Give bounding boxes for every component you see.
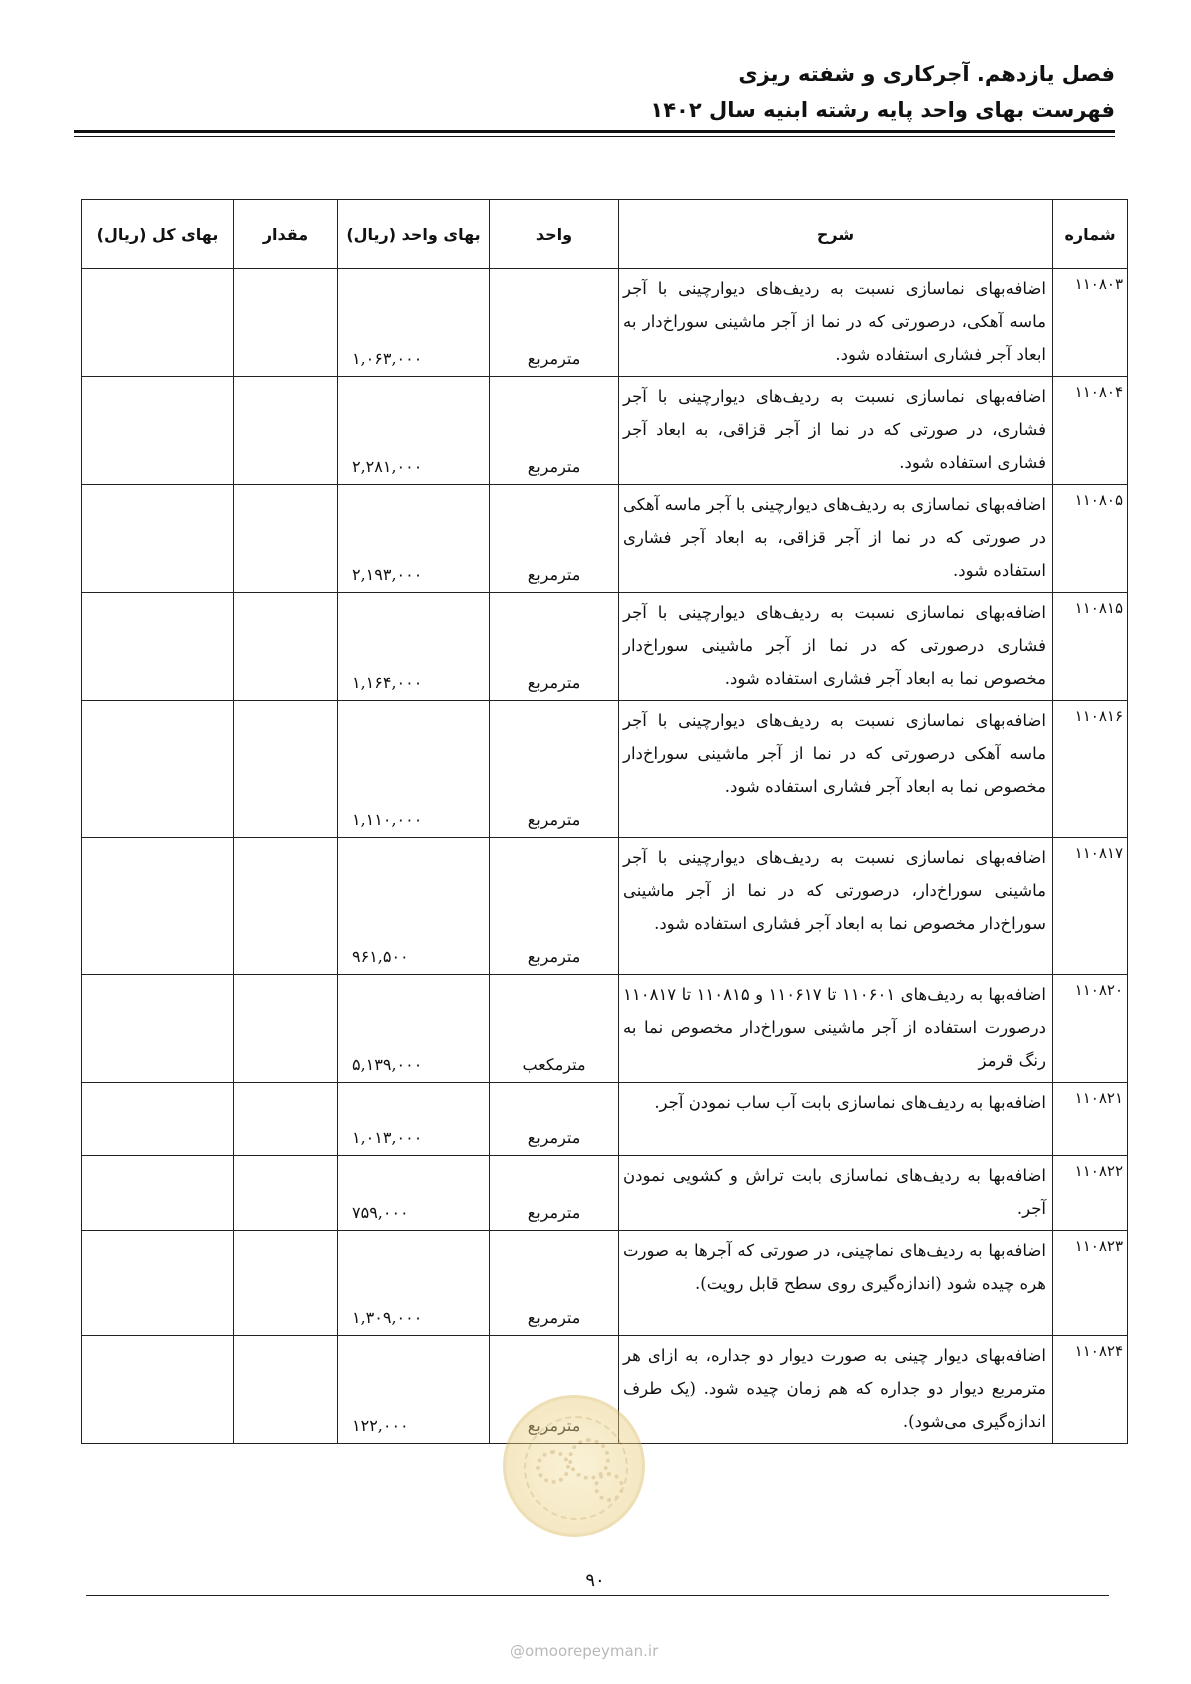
cell-total-price bbox=[82, 1156, 234, 1231]
col-header-description: شرح bbox=[619, 200, 1053, 269]
cell-unit: مترمربع bbox=[490, 1156, 619, 1231]
table-row bbox=[82, 269, 1128, 377]
cell-description: اضافه‌بهای نماسازی نسبت به ردیف‌های دیوارچینی با آجر فشاری، در صورتی که در نما از آجر قزاقی، به ابعاد آجر فشاری استفاده شود. bbox=[619, 377, 1053, 485]
cell-code: ۱۱۰۸۰۵ bbox=[1053, 485, 1128, 593]
cell-unit: مترمربع bbox=[490, 701, 619, 838]
table-row bbox=[82, 838, 1128, 975]
cell-total-price bbox=[82, 975, 234, 1083]
cell-quantity bbox=[234, 975, 338, 1083]
cell-description: اضافه‌بهای نماسازی نسبت به ردیف‌های دیوارچینی با آجر فشاری درصورتی که در نما از آجر ماشینی سوراخ‌دار مخصوص نما به ابعاد آجر فشاری استفاده شود. bbox=[619, 593, 1053, 701]
cell-unit-price: ۱,۱۶۴,۰۰۰ bbox=[338, 593, 490, 701]
cell-unit-price: ۷۵۹,۰۰۰ bbox=[338, 1156, 490, 1231]
cell-code: ۱۱۰۸۰۴ bbox=[1053, 377, 1128, 485]
cell-quantity bbox=[234, 838, 338, 975]
cell-code: ۱۱۰۸۲۴ bbox=[1053, 1336, 1128, 1444]
cell-total-price bbox=[82, 593, 234, 701]
cell-description: اضافه‌بها به ردیف‌های ۱۱۰۶۰۱ تا ۱۱۰۶۱۷ و ۱۱۰۸۱۵ تا ۱۱۰۸۱۷ درصورت استفاده از آجر ماشینی سوراخ‌دار مخصوص نما به رنگ قرمز bbox=[619, 975, 1053, 1083]
table-row bbox=[82, 1083, 1128, 1156]
footer-rule bbox=[86, 1595, 1109, 1596]
cell-unit: مترمربع bbox=[490, 377, 619, 485]
cell-description: اضافه‌بهای نماسازی به ردیف‌های دیوارچینی با آجر ماسه آهکی در صورتی که در نما از آجر قزاقی، به ابعاد آجر فشاری استفاده شود. bbox=[619, 485, 1053, 593]
cell-code: ۱۱۰۸۲۱ bbox=[1053, 1083, 1128, 1156]
cell-unit: مترمربع bbox=[490, 1083, 619, 1156]
cell-quantity bbox=[234, 269, 338, 377]
page-header bbox=[75, 56, 1115, 128]
gear-icon bbox=[594, 1472, 624, 1502]
seal-watermark bbox=[503, 1395, 645, 1537]
table-row bbox=[82, 975, 1128, 1083]
cell-total-price bbox=[82, 1231, 234, 1336]
price-list-title: فهرست بهای واحد پایه رشته ابنیه سال ۱۴۰۲ bbox=[650, 98, 1115, 122]
cell-description: اضافه‌بهای نماسازی نسبت به ردیف‌های دیوارچینی با آجر ماسه آهکی درصورتی که در نما از آجر ماشینی سوراخ‌دار مخصوص نما به ابعاد آجر فشاری استفاده شود. bbox=[619, 701, 1053, 838]
table-body bbox=[82, 269, 1128, 1444]
gear-icon bbox=[536, 1450, 570, 1484]
cell-quantity bbox=[234, 1083, 338, 1156]
col-header-unit: واحد bbox=[490, 200, 619, 269]
cell-quantity bbox=[234, 1336, 338, 1444]
cell-code: ۱۱۰۸۱۵ bbox=[1053, 593, 1128, 701]
cell-description: اضافه‌بهای نماسازی نسبت به ردیف‌های دیوارچینی با آجر ماشینی سوراخ‌دار، درصورتی که در نما از آجر ماشینی سوراخ‌دار مخصوص نما به ابعاد آجر فشاری استفاده شود. bbox=[619, 838, 1053, 975]
cell-unit-price: ۵,۱۳۹,۰۰۰ bbox=[338, 975, 490, 1083]
price-table bbox=[81, 199, 1128, 1444]
cell-code: ۱۱۰۸۰۳ bbox=[1053, 269, 1128, 377]
table-row bbox=[82, 701, 1128, 838]
chapter-title: فصل یازدهم. آجرکاری و شفته ریزی bbox=[738, 62, 1115, 86]
cell-code: ۱۱۰۸۲۲ bbox=[1053, 1156, 1128, 1231]
cell-unit: مترمکعب bbox=[490, 975, 619, 1083]
cell-unit-price: ۹۶۱,۵۰۰ bbox=[338, 838, 490, 975]
cell-unit-price: ۱,۰۱۳,۰۰۰ bbox=[338, 1083, 490, 1156]
table-row bbox=[82, 1231, 1128, 1336]
cell-description: اضافه‌بهای نماسازی نسبت به ردیف‌های دیوارچینی با آجر ماسه آهکی، درصورتی که در نما از آجر ماشینی سوراخ‌دار به ابعاد آجر فشاری استفاده شود. bbox=[619, 269, 1053, 377]
cell-total-price bbox=[82, 1336, 234, 1444]
cell-unit-price: ۲,۲۸۱,۰۰۰ bbox=[338, 377, 490, 485]
table-row bbox=[82, 1156, 1128, 1231]
cell-total-price bbox=[82, 838, 234, 975]
cell-code: ۱۱۰۸۱۷ bbox=[1053, 838, 1128, 975]
cell-unit-price: ۱,۱۱۰,۰۰۰ bbox=[338, 701, 490, 838]
page-number: ۹۰ bbox=[585, 1570, 605, 1591]
cell-unit: مترمربع bbox=[490, 593, 619, 701]
cell-quantity bbox=[234, 1231, 338, 1336]
col-header-quantity: مقدار bbox=[234, 200, 338, 269]
col-header-total-price: بهای کل (ریال) bbox=[82, 200, 234, 269]
table-row bbox=[82, 485, 1128, 593]
cell-description: اضافه‌بها به ردیف‌های نماسازی بابت آب ساب نمودن آجر. bbox=[619, 1083, 1053, 1156]
table-header-row bbox=[82, 200, 1128, 269]
cell-unit-price: ۱۲۲,۰۰۰ bbox=[338, 1336, 490, 1444]
cell-total-price bbox=[82, 377, 234, 485]
cell-unit-price: ۲,۱۹۳,۰۰۰ bbox=[338, 485, 490, 593]
cell-unit: مترمربع bbox=[490, 269, 619, 377]
cell-code: ۱۱۰۸۲۰ bbox=[1053, 975, 1128, 1083]
cell-unit: مترمربع bbox=[490, 1231, 619, 1336]
col-header-code: شماره bbox=[1053, 200, 1128, 269]
cell-total-price bbox=[82, 1083, 234, 1156]
cell-unit: مترمربع bbox=[490, 838, 619, 975]
cell-quantity bbox=[234, 485, 338, 593]
header-rule-thick bbox=[74, 130, 1115, 133]
cell-quantity bbox=[234, 377, 338, 485]
cell-quantity bbox=[234, 701, 338, 838]
watermark-url: @omoorepeyman.ir bbox=[510, 1642, 659, 1660]
cell-description: اضافه‌بها به ردیف‌های نماسازی بابت تراش و کشویی نمودن آجر. bbox=[619, 1156, 1053, 1231]
header-rule-thin bbox=[74, 136, 1115, 137]
cell-unit: مترمربع bbox=[490, 1336, 619, 1444]
cell-description: اضافه‌بهای دیوار چینی به صورت دیوار دو جداره، به ازای هر مترمربع دیوار دو جداره که هم زمان چیده شود. (یک طرف اندازه‌گیری می‌شود). bbox=[619, 1336, 1053, 1444]
cell-code: ۱۱۰۸۱۶ bbox=[1053, 701, 1128, 838]
table-row bbox=[82, 593, 1128, 701]
cell-code: ۱۱۰۸۲۳ bbox=[1053, 1231, 1128, 1336]
cell-quantity bbox=[234, 1156, 338, 1231]
cell-total-price bbox=[82, 485, 234, 593]
cell-total-price bbox=[82, 269, 234, 377]
cell-unit-price: ۱,۳۰۹,۰۰۰ bbox=[338, 1231, 490, 1336]
cell-quantity bbox=[234, 593, 338, 701]
cell-unit-price: ۱,۰۶۳,۰۰۰ bbox=[338, 269, 490, 377]
cell-description: اضافه‌بها به ردیف‌های نماچینی، در صورتی که آجرها به صورت هره چیده شود (اندازه‌گیری روی سطح قابل رویت). bbox=[619, 1231, 1053, 1336]
table-row bbox=[82, 377, 1128, 485]
col-header-unit-price: بهای واحد (ریال) bbox=[338, 200, 490, 269]
cell-total-price bbox=[82, 701, 234, 838]
cell-unit: مترمربع bbox=[490, 485, 619, 593]
